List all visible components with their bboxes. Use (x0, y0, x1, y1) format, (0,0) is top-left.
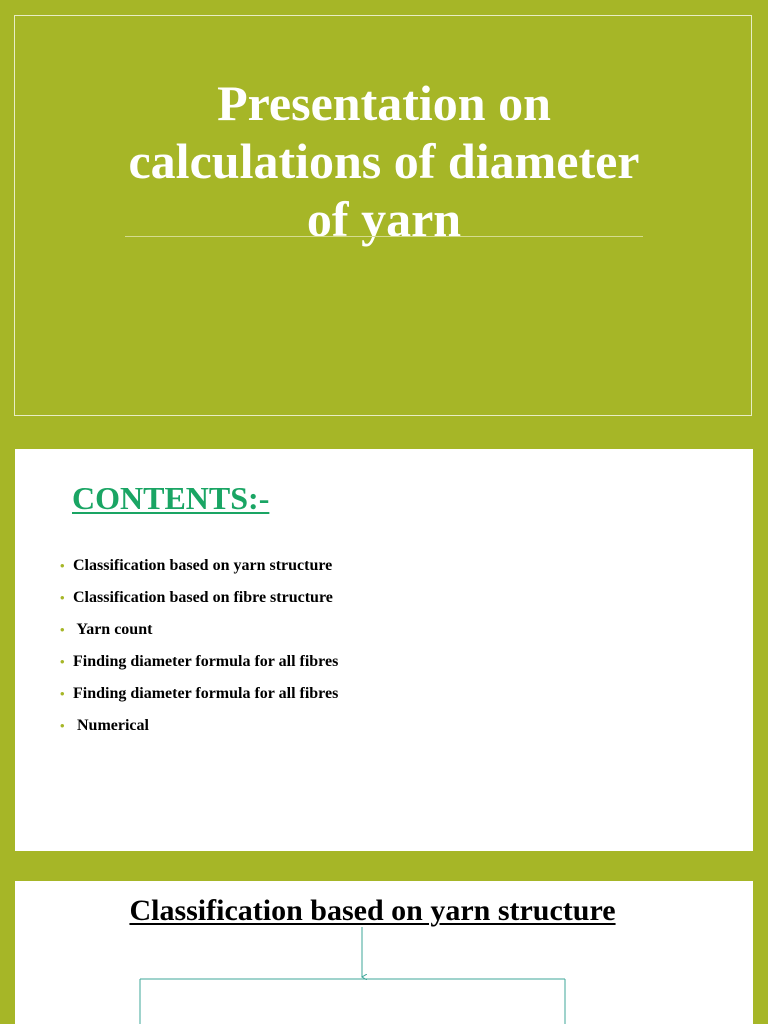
contents-item-label: Yarn count (73, 621, 153, 638)
bullet-icon: • (60, 622, 65, 637)
contents-item-label: Numerical (73, 717, 149, 734)
contents-item-label: Classification based on fibre structure (73, 589, 333, 606)
bullet-icon: • (60, 654, 65, 669)
contents-slide (15, 449, 753, 851)
title-line-3: of yarn (306, 191, 462, 247)
contents-item-label: Classification based on yarn structure (73, 557, 333, 574)
contents-item (60, 717, 338, 749)
contents-heading: CONTENTS:- (72, 480, 270, 516)
contents-item (60, 685, 338, 717)
classification-title: Classification based on yarn structure (129, 894, 616, 927)
contents-item-label: Finding diameter formula for all fibres (73, 685, 339, 702)
contents-list (60, 557, 338, 749)
classification-slide (15, 881, 753, 1024)
title-slide (14, 15, 752, 416)
bullet-icon: • (60, 686, 65, 701)
title-divider (125, 236, 643, 237)
contents-item-label: Finding diameter formula for all fibres (73, 653, 339, 670)
bullet-icon: • (60, 718, 65, 733)
contents-item (60, 621, 338, 653)
title-line-2: calculations of diameter (128, 133, 640, 189)
contents-item (60, 557, 338, 589)
contents-item (60, 653, 338, 685)
title-line-1: Presentation on (217, 75, 551, 131)
presentation-title (15, 74, 753, 248)
contents-item (60, 589, 338, 621)
bullet-icon: • (60, 558, 65, 573)
bullet-icon: • (60, 590, 65, 605)
